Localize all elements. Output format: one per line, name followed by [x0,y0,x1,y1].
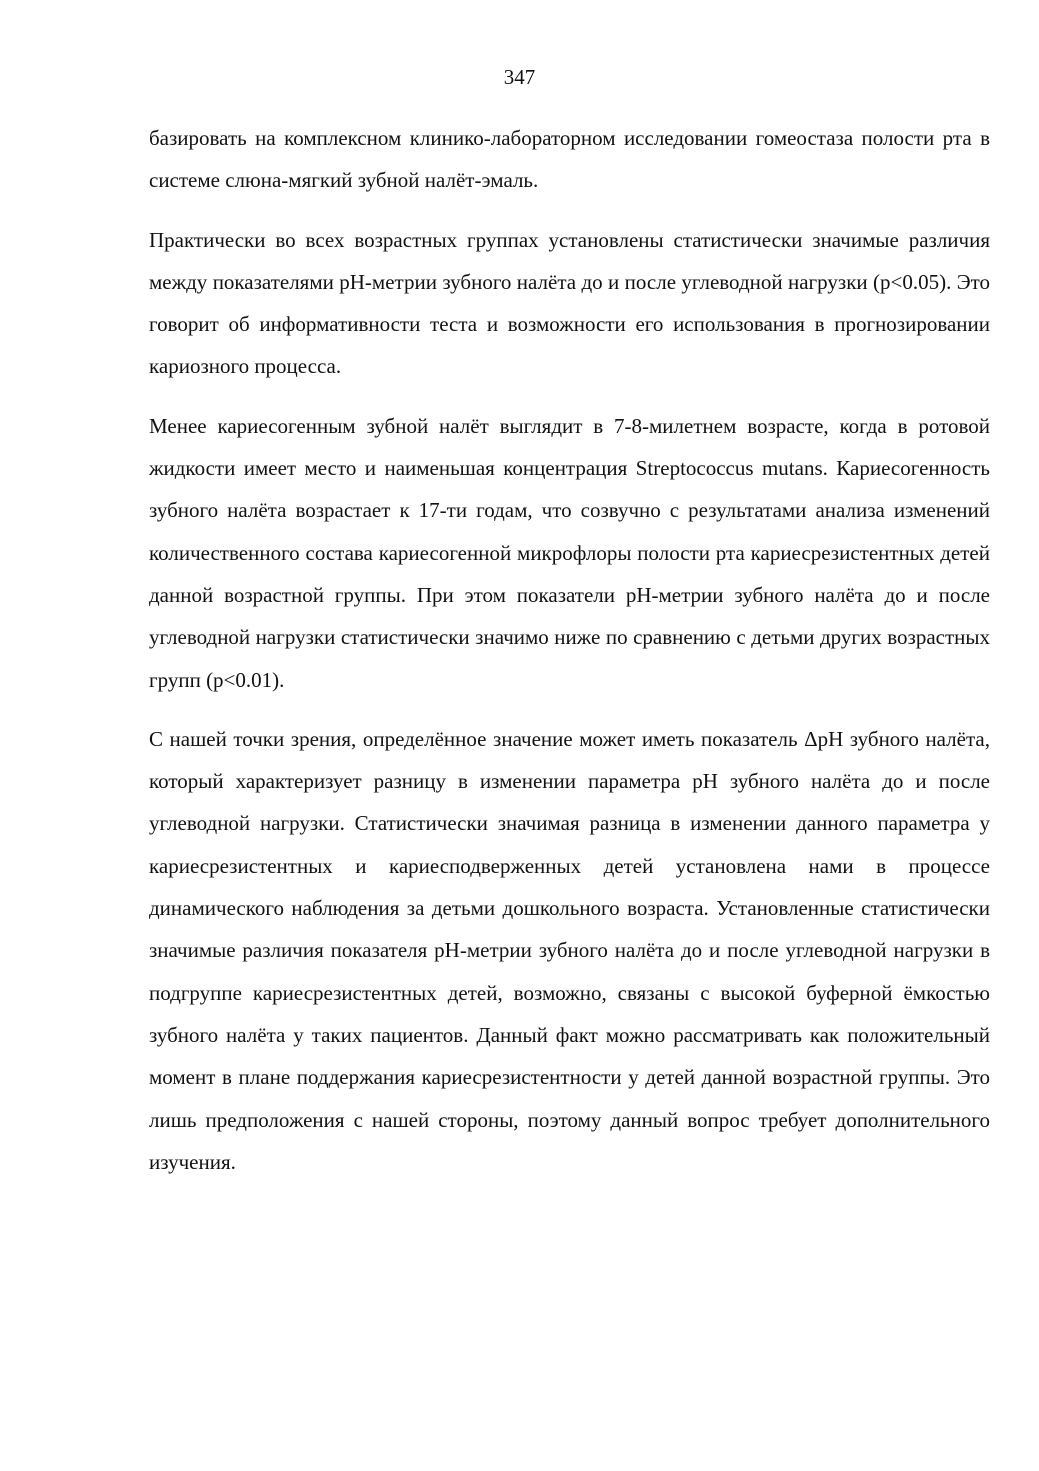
document-body [149,117,990,1200]
page-number: 347 [503,65,536,89]
paragraph-3: Менее кариесогенным зубной налёт выглядит в 7-8-милетнем возрасте, когда в ротовой жидкости имеет место и наименьшая концентрация Streptococcus mutans. Кариесогенность зубного налёта возрастает к 17-ти годам, что созвучно с результатами анализа изменений количественного состава кариесогенной микрофлоры полости рта кариесрезистентных детей данной возрастной группы. При этом показатели pH-метрии зубного налёта до и после углеводной нагрузки статистически значимо ниже по сравнению с детьми других возрастных групп (p<0.01). [149,413,990,692]
paragraph-2: Практически во всех возрастных группах установлены статистически значимые различия между показателями pH-метрии зубного налёта до и после углеводной нагрузки (p<0.05). Это говорит об информативности теста и возможности его использования в прогнозировании кариозного процесса. [149,227,990,379]
paragraph-4: С нашей точки зрения, определённое значение может иметь показатель ΔpH зубного налёта, который характеризует разницу в изменении параметра pH зубного налёта до и после углеводной нагрузки. Статистически значимая разница в изменении данного параметра у кариесрезистентных и кариесподверженных детей установлена нами в процессе динамического наблюдения за детьми дошкольного возраста. Установленные статистически значимые различия показателя pH-метрии зубного налёта до и после углеводной нагрузки в подгруппе кариесрезистентных детей, возможно, связаны с высокой буферной ёмкостью зубного налёта у таких пациентов. Данный факт можно рассматривать как положительный момент в плане поддержания кариесрезистентности у детей данной возрастной группы. Это лишь предположения с нашей стороны, поэтому данный вопрос требует дополнительного изучения. [149,726,990,1174]
paragraph-1: базировать на комплексном клинико-лабораторном исследовании гомеостаза полости рта в системе слюна-мягкий зубной налёт-эмаль. [149,126,990,193]
